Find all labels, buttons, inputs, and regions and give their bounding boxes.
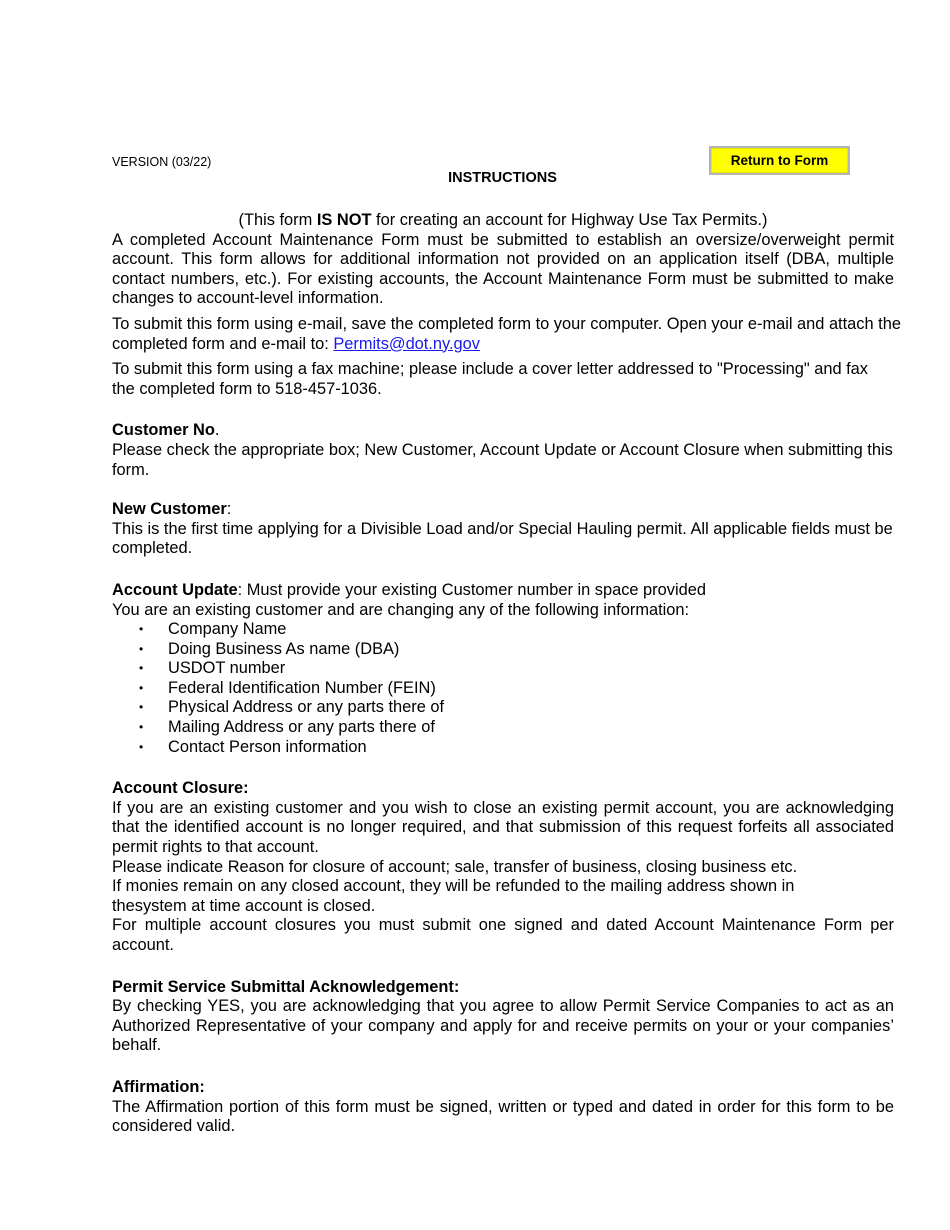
affirmation-heading: Affirmation: bbox=[112, 1077, 205, 1096]
email-link[interactable]: Permits@dot.ny.gov bbox=[333, 334, 480, 353]
list-item: • Contact Person information bbox=[139, 737, 367, 756]
bullet-icon: • bbox=[139, 661, 144, 676]
account-closure-text-1: If you are an existing customer and you wish to close an existing permit account, you are acknowledging that the identified account is no longer required, and that submission of this request forfeits all associated permit rights to that account. bbox=[112, 798, 894, 857]
intro-paragraph: A completed Account Maintenance Form must be submitted to establish an oversize/overweight permit account. This form allows for additional information not provided on an application itself (DBA, multiple contact numbers, etc.). For existing accounts, the Account Maintenance Form must be submitted to make changes to account-level information. bbox=[112, 230, 894, 308]
account-update-list bbox=[112, 620, 894, 757]
list-item: • Physical Address or any parts there of bbox=[139, 698, 445, 717]
affirmation-text: The Affirmation portion of this form must be signed, written or typed and dated in order for this form to be considered valid. bbox=[112, 1097, 894, 1136]
bullet-icon: • bbox=[139, 700, 144, 715]
bullet-icon: • bbox=[139, 720, 144, 735]
fax-instructions: To submit this form using a fax machine; please include a cover letter addressed to "Processing" and fax the completed form to 518-457-1036. bbox=[112, 360, 868, 398]
new-customer-heading: New Customer: bbox=[112, 500, 232, 519]
bullet-icon: • bbox=[139, 641, 144, 656]
account-update-text: You are an existing customer and are changing any of the following information: bbox=[112, 600, 690, 619]
list-item: • Company Name bbox=[139, 620, 287, 639]
new-customer-text: This is the first time applying for a Divisible Load and/or Special Hauling permit. All applicable fields must be completed. bbox=[112, 519, 893, 558]
permit-service-text: By checking YES, you are acknowledging that you agree to allow Permit Service Companies to act as an Authorized Representative of your company and apply for and receive permits on your or your companies’ behalf. bbox=[112, 997, 894, 1055]
permit-service-heading: Permit Service Submittal Acknowledgement: bbox=[112, 977, 460, 996]
customer-no-heading: Customer No. bbox=[112, 421, 220, 440]
bullet-icon: • bbox=[139, 680, 144, 695]
instructions-body bbox=[112, 211, 901, 1137]
version-label: VERSION (03/22) bbox=[112, 155, 212, 169]
list-item: • Doing Business As name (DBA) bbox=[139, 639, 400, 658]
account-closure-heading: Account Closure: bbox=[112, 779, 249, 798]
list-item: • Federal Identification Number (FEIN) bbox=[139, 678, 436, 697]
tax-permit-note: (This form IS NOT for creating an account for Highway Use Tax Permits.) bbox=[238, 211, 768, 229]
account-update-heading: Account Update: Must provide your existing Customer number in space provided bbox=[112, 580, 706, 599]
email-instructions: To submit this form using e-mail, save the completed form to your computer. Open your e-mail and attach the completed form and e-mail to: Permits@dot.ny.gov bbox=[112, 314, 901, 353]
return-to-form-button[interactable]: Return to Form bbox=[709, 146, 850, 175]
list-item: • USDOT number bbox=[139, 659, 286, 678]
account-closure-text-4: For multiple account closures you must submit one signed and dated Account Maintenance Form per account. bbox=[112, 916, 894, 954]
customer-no-text: Please check the appropriate box; New Customer, Account Update or Account Closure when submitting this form. bbox=[112, 440, 893, 479]
page-title: INSTRUCTIONS bbox=[448, 170, 557, 186]
list-item: • Mailing Address or any parts there of bbox=[139, 718, 435, 737]
account-closure-text-3: If monies remain on any closed account, they will be refunded to the mailing address shown in thesystem at time account is closed. bbox=[112, 877, 795, 915]
account-closure-text-2: Please indicate Reason for closure of account; sale, transfer of business, closing business etc. bbox=[112, 857, 798, 876]
bullet-icon: • bbox=[139, 622, 144, 637]
bullet-icon: • bbox=[139, 739, 144, 754]
